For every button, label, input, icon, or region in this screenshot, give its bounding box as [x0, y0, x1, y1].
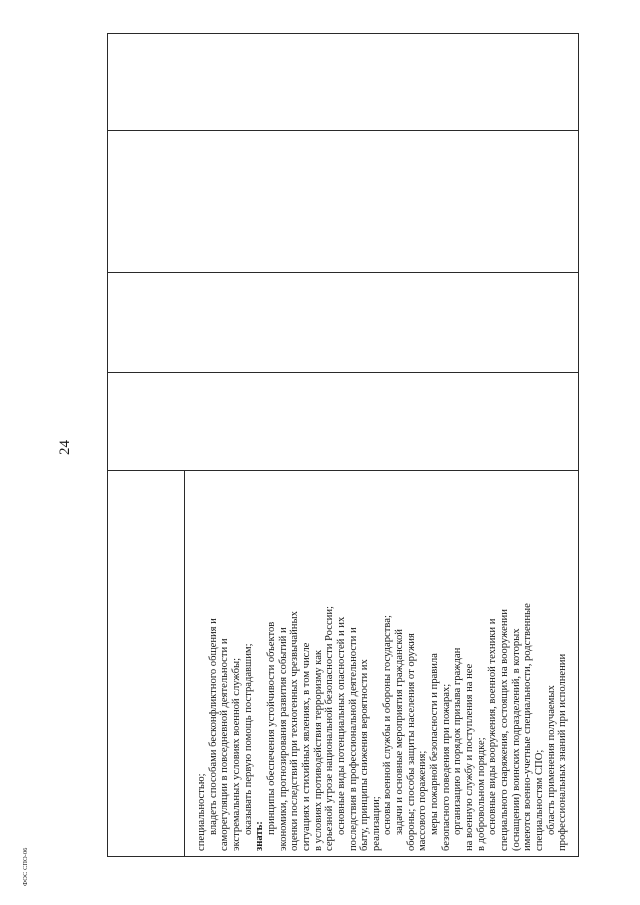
content-line: экстремальных условиях военной службы;	[230, 657, 242, 851]
content-line: массового поражения;	[417, 750, 429, 851]
page-number: 24	[57, 440, 73, 455]
content-line: владеть способами бесконфликтного общения и	[207, 618, 219, 835]
table-border-left	[107, 33, 108, 857]
content-line: оценки последствий при техногенных чрезвычайных	[289, 611, 301, 851]
content-line: быту, принципы снижения вероятности их	[359, 659, 371, 851]
content-line: ситуациях и стихийных явлениях, в том числе	[300, 642, 312, 851]
content-line: специального снаряжения, состоящих на вооружении	[498, 609, 510, 851]
content-line: организацию и порядок призыва граждан	[452, 647, 464, 835]
table-border-right	[578, 33, 579, 857]
content-line: реализации;	[370, 796, 382, 851]
content-line: основы военной службы и обороны государства;	[382, 615, 394, 835]
content-line: последствия в профессиональной деятельности и	[347, 627, 359, 851]
content-line: на военную службу и поступления на нее	[463, 663, 475, 851]
content-line: принципы обеспечения устойчивости объектов	[265, 621, 277, 835]
content-line: обороны; способы защиты населения от оружия	[405, 633, 417, 851]
content-line: (оснащении) воинских подразделений, в которых	[510, 628, 522, 851]
content-line: имеются военно-учетные специальности, родственные	[522, 603, 534, 851]
column-separator-1	[107, 130, 579, 131]
table-border-bottom	[107, 856, 579, 857]
column-separator-3	[107, 372, 579, 373]
content-line: саморегуляции в повседневной деятельности и	[219, 638, 231, 851]
content-line: знать:	[254, 821, 266, 851]
footer-code: ФОС СПО-06	[22, 847, 29, 886]
content-line: экономики, прогнозирования развития событий и	[277, 627, 289, 851]
content-line: в добровольном порядке;	[475, 737, 487, 851]
content-line: область применения получаемых	[545, 685, 557, 835]
content-line: специальностям СПО;	[533, 749, 545, 851]
content-line: специальностью;	[196, 773, 207, 851]
row-separator	[184, 470, 185, 857]
content-line: меры пожарной безопасности и правила	[429, 653, 440, 835]
content-line: в условиях противодействия терроризму как	[312, 649, 324, 851]
column-separator-4	[107, 470, 579, 471]
content-line: основные виды потенциальных опасностей и их	[335, 616, 347, 835]
content-line: задачи и основные мероприятия гражданской	[394, 629, 406, 835]
content-line: безопасного поведения при пожарах;	[440, 683, 452, 851]
content-line: основные виды вооружения, военной техники и	[487, 618, 499, 835]
table-border-top	[107, 33, 579, 34]
content-line: оказывать первую помощь пострадавшим;	[242, 643, 254, 835]
content-line: серьезной угрозе национальной безопасности России;	[324, 606, 336, 851]
content-line: профессиональных знаний при исполнении	[557, 653, 569, 851]
column-separator-2	[107, 272, 579, 273]
